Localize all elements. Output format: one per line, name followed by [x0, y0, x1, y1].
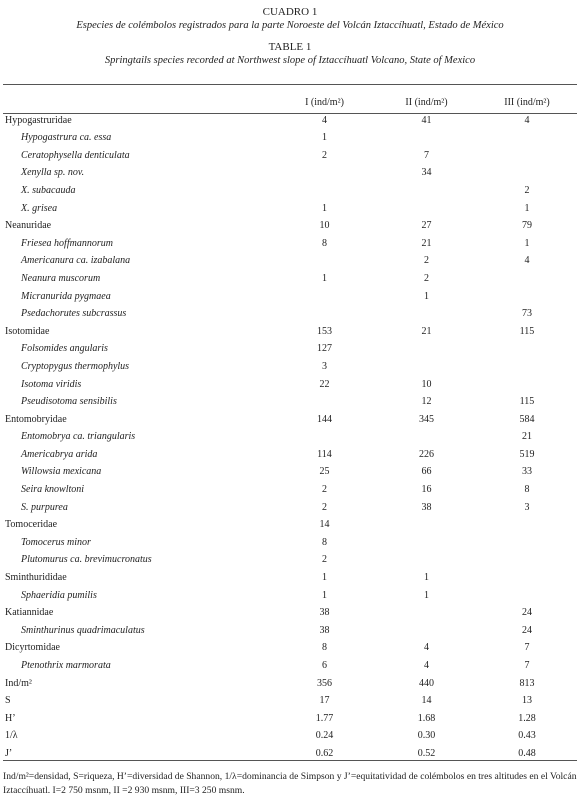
species-name: Sminthurinus quadrimaculatus [21, 624, 145, 636]
value-site-ii [376, 516, 477, 534]
species-name: Tomocerus minor [21, 536, 91, 548]
value-site-i [273, 393, 376, 411]
value-site-ii [376, 428, 477, 446]
table-row [3, 534, 577, 552]
value-site-i [273, 305, 376, 323]
value-site-ii: 27 [421, 220, 432, 232]
table-row [3, 587, 577, 605]
caption-spanish [0, 0, 580, 32]
value-site-ii [376, 622, 477, 640]
value-site-i: 114 [317, 448, 332, 460]
species-name: Friesea hoffmannorum [21, 237, 113, 249]
header-rule [3, 113, 577, 114]
species-name: Pseudisotoma sensibilis [21, 396, 117, 408]
species-name: Ceratophysella denticulata [21, 149, 130, 161]
value-site-i: 22 [319, 378, 330, 390]
value-site-i: 1 [322, 202, 327, 214]
value-site-ii: 12 [421, 396, 432, 408]
value-site-ii: 1 [424, 290, 429, 302]
species-name: Isotoma viridis [21, 378, 82, 390]
value-site-iii [477, 288, 577, 306]
value-site-i: 38 [319, 624, 330, 636]
table-row [3, 604, 577, 622]
value-site-ii: 16 [421, 484, 432, 496]
species-name: Sphaeridia pumilis [21, 589, 97, 601]
table-row [3, 129, 577, 147]
table-row [3, 411, 577, 429]
value-site-iii: 8 [524, 484, 530, 496]
value-site-ii: 1 [424, 572, 429, 584]
value-site-iii: 519 [519, 448, 535, 460]
header-site-iii: III (ind/m²) [504, 97, 550, 108]
species-name: Ptenothrix marmorata [21, 660, 111, 671]
table-row [3, 147, 577, 165]
value-site-iii [477, 569, 577, 587]
value-site-ii [376, 129, 477, 147]
caption-subtitle-es: Especies de colémbolos registrados para la parte Noroeste del Volcán Iztaccíhuatl, Estado de México [76, 20, 504, 31]
species-name: Neanura muscorum [21, 272, 101, 284]
value-site-i: 1 [322, 572, 327, 584]
value-site-ii: 1.68 [417, 712, 436, 724]
value-site-ii [376, 200, 477, 218]
value-site-iii: 115 [519, 325, 535, 337]
family-name: Entomobryidae [5, 413, 67, 425]
statistic-name: S [5, 695, 11, 707]
value-site-i: 153 [317, 325, 332, 337]
value-site-iii: 1 [524, 237, 530, 249]
table-row [3, 340, 577, 358]
value-site-iii: 115 [519, 396, 535, 408]
family-name: Isotomidae [5, 325, 50, 337]
value-site-i: 4 [322, 114, 327, 126]
family-name: Hypogastruridae [5, 114, 72, 126]
value-site-ii: 34 [421, 167, 432, 179]
value-site-i [273, 164, 376, 182]
species-name: X. grisea [21, 202, 58, 214]
value-site-iii [477, 340, 577, 358]
caption-title-es: CUADRO 1 [262, 6, 318, 18]
table-row [3, 358, 577, 376]
statistic-name: Ind/m² [5, 677, 32, 689]
value-site-ii: 1 [424, 589, 429, 601]
table-row [3, 252, 577, 270]
value-site-i: 8 [322, 536, 327, 548]
table-row [3, 481, 577, 499]
table-row [3, 569, 577, 587]
species-name: Americanura ca. izabalana [21, 255, 131, 267]
value-site-ii: 226 [419, 448, 434, 460]
table-row [3, 164, 577, 182]
value-site-iii: 3 [524, 501, 530, 513]
value-site-i [273, 182, 376, 200]
species-name: Americabrya arida [21, 448, 98, 460]
value-site-iii [477, 147, 577, 165]
value-site-ii: 21 [421, 237, 432, 249]
value-site-i [273, 288, 376, 306]
value-site-ii [376, 604, 477, 622]
value-site-iii: 7 [524, 660, 530, 671]
table-row [3, 376, 577, 394]
table-row [3, 622, 577, 640]
value-site-ii: 4 [424, 642, 429, 654]
value-site-iii: 2 [524, 184, 530, 196]
statistic-name: 1/λ [5, 730, 18, 742]
value-site-i: 17 [319, 695, 330, 707]
family-name: Neanuridae [5, 220, 52, 232]
family-name: Sminthurididae [5, 572, 67, 584]
value-site-iii [477, 534, 577, 552]
value-site-ii: 440 [419, 677, 434, 689]
value-site-iii: 79 [522, 220, 532, 232]
value-site-ii [376, 534, 477, 552]
species-name: Folsomides angularis [21, 343, 108, 355]
table-row [3, 305, 577, 323]
value-site-i: 25 [319, 466, 330, 478]
header-site-i: I (ind/m²) [305, 97, 344, 108]
value-site-iii: 4 [524, 114, 530, 126]
species-name: X. subacauda [21, 184, 76, 196]
table-row [3, 675, 577, 693]
value-site-iii: 813 [519, 677, 535, 689]
value-site-i: 8 [322, 237, 327, 249]
species-name: Hypogastrura ca. essa [21, 132, 112, 144]
value-site-i: 1 [322, 132, 327, 144]
table-row [3, 710, 577, 728]
value-site-i: 38 [319, 607, 330, 619]
value-site-iii: 33 [522, 466, 532, 478]
value-site-ii: 4 [424, 660, 429, 671]
value-site-iii [477, 516, 577, 534]
value-site-ii: 21 [421, 325, 432, 337]
value-site-iii: 1.28 [518, 712, 536, 724]
value-site-iii: 7 [524, 642, 530, 654]
value-site-i: 127 [317, 343, 332, 355]
table-row [3, 727, 577, 745]
table-body [3, 112, 577, 763]
value-site-i: 3 [322, 360, 327, 372]
value-site-iii [477, 164, 577, 182]
value-site-ii: 66 [421, 466, 432, 478]
table-row [3, 288, 577, 306]
value-site-iii [477, 358, 577, 376]
table-row [3, 200, 577, 218]
table-row [3, 499, 577, 517]
value-site-i: 2 [322, 484, 327, 496]
value-site-ii: 38 [421, 501, 432, 513]
header-taxon [3, 94, 273, 112]
value-site-i: 6 [322, 660, 327, 671]
family-name: Katiannidae [5, 607, 54, 619]
value-site-iii: 0.43 [518, 730, 536, 742]
value-site-ii: 2 [424, 255, 429, 267]
species-name: Entomobrya ca. triangularis [21, 431, 136, 443]
value-site-i: 10 [319, 220, 330, 232]
value-site-iii: 73 [522, 308, 532, 320]
value-site-i: 1.77 [315, 712, 334, 724]
table-row [3, 393, 577, 411]
caption-subtitle-en: Springtails species recorded at Northwest slope of Iztaccíhuatl Volcano, State of Mexico [104, 55, 476, 66]
value-site-i: 14 [319, 519, 330, 531]
value-site-iii: 21 [522, 431, 532, 443]
table-row [3, 639, 577, 657]
table-row [3, 516, 577, 534]
value-site-i: 0.24 [315, 730, 334, 742]
value-site-iii [477, 129, 577, 147]
table-row [3, 657, 577, 675]
table-row [3, 323, 577, 341]
table-row [3, 112, 577, 130]
table-row [3, 446, 577, 464]
species-table [3, 94, 577, 763]
value-site-i: 2 [322, 554, 327, 566]
value-site-ii: 0.52 [417, 747, 436, 759]
value-site-ii [376, 340, 477, 358]
value-site-ii: 2 [424, 272, 429, 284]
statistic-name: H’ [5, 712, 16, 724]
value-site-iii: 24 [522, 624, 532, 636]
value-site-i: 8 [322, 642, 327, 654]
value-site-i: 1 [322, 272, 327, 284]
value-site-ii [376, 305, 477, 323]
value-site-ii [376, 182, 477, 200]
table-row [3, 182, 577, 200]
caption-english [0, 32, 580, 67]
value-site-ii: 0.30 [417, 730, 436, 742]
value-site-i: 144 [317, 413, 332, 425]
table-row [3, 463, 577, 481]
table-row [3, 428, 577, 446]
value-site-iii [477, 270, 577, 288]
value-site-iii: 4 [524, 255, 530, 267]
value-site-i: 1 [322, 589, 327, 601]
value-site-i: 0.62 [315, 747, 334, 759]
species-name: Psedachorutes subcrassus [21, 308, 127, 320]
species-name: Xenylla sp. nov. [21, 167, 85, 179]
species-name: S. purpurea [21, 501, 68, 513]
value-site-ii: 7 [424, 149, 429, 161]
footnote: Ind/m²=densidad, S=riqueza, H’=diversidad de Shannon, 1/λ=dominancia de Simpson y J’=equitatividad de colémbolos en tres altitudes en el Volcán Iztaccíhuatl. I=2 750 msnm, II =2 930 msnm, III=3 250 msnm. [3, 771, 577, 796]
value-site-iii: 0.48 [518, 747, 536, 759]
value-site-ii [376, 358, 477, 376]
table-header-row [3, 94, 577, 112]
value-site-iii: 1 [524, 202, 530, 214]
caption-title-en: TABLE 1 [268, 41, 312, 53]
species-name: Cryptopygus thermophylus [21, 360, 130, 372]
value-site-iii: 584 [519, 413, 535, 425]
value-site-i [273, 428, 376, 446]
statistic-name: J’ [5, 747, 13, 759]
species-name: Seira knowltoni [21, 484, 85, 496]
value-site-iii: 13 [522, 695, 532, 707]
value-site-ii: 345 [419, 413, 434, 425]
species-name: Micranurida pygmaea [21, 290, 111, 302]
value-site-i: 2 [322, 149, 327, 161]
value-site-ii: 10 [421, 378, 432, 390]
table-row [3, 551, 577, 569]
value-site-iii [477, 587, 577, 605]
species-name: Willowsia mexicana [21, 466, 102, 478]
family-name: Tomoceridae [5, 519, 58, 531]
top-rule [3, 84, 577, 85]
value-site-ii: 41 [421, 114, 432, 126]
table-row [3, 217, 577, 235]
value-site-iii [477, 376, 577, 394]
value-site-ii [376, 551, 477, 569]
bottom-rule [3, 760, 577, 761]
family-name: Dicyrtomidae [5, 642, 60, 654]
value-site-i [273, 252, 376, 270]
species-name: Plutomurus ca. brevimucronatus [21, 554, 152, 566]
table-row [3, 270, 577, 288]
table-row [3, 235, 577, 253]
table-row [3, 692, 577, 710]
value-site-iii: 24 [522, 607, 532, 619]
value-site-i: 2 [322, 501, 327, 513]
value-site-iii [477, 551, 577, 569]
value-site-ii: 14 [421, 695, 432, 707]
value-site-i: 356 [317, 677, 332, 689]
header-site-ii: II (ind/m²) [405, 97, 448, 108]
